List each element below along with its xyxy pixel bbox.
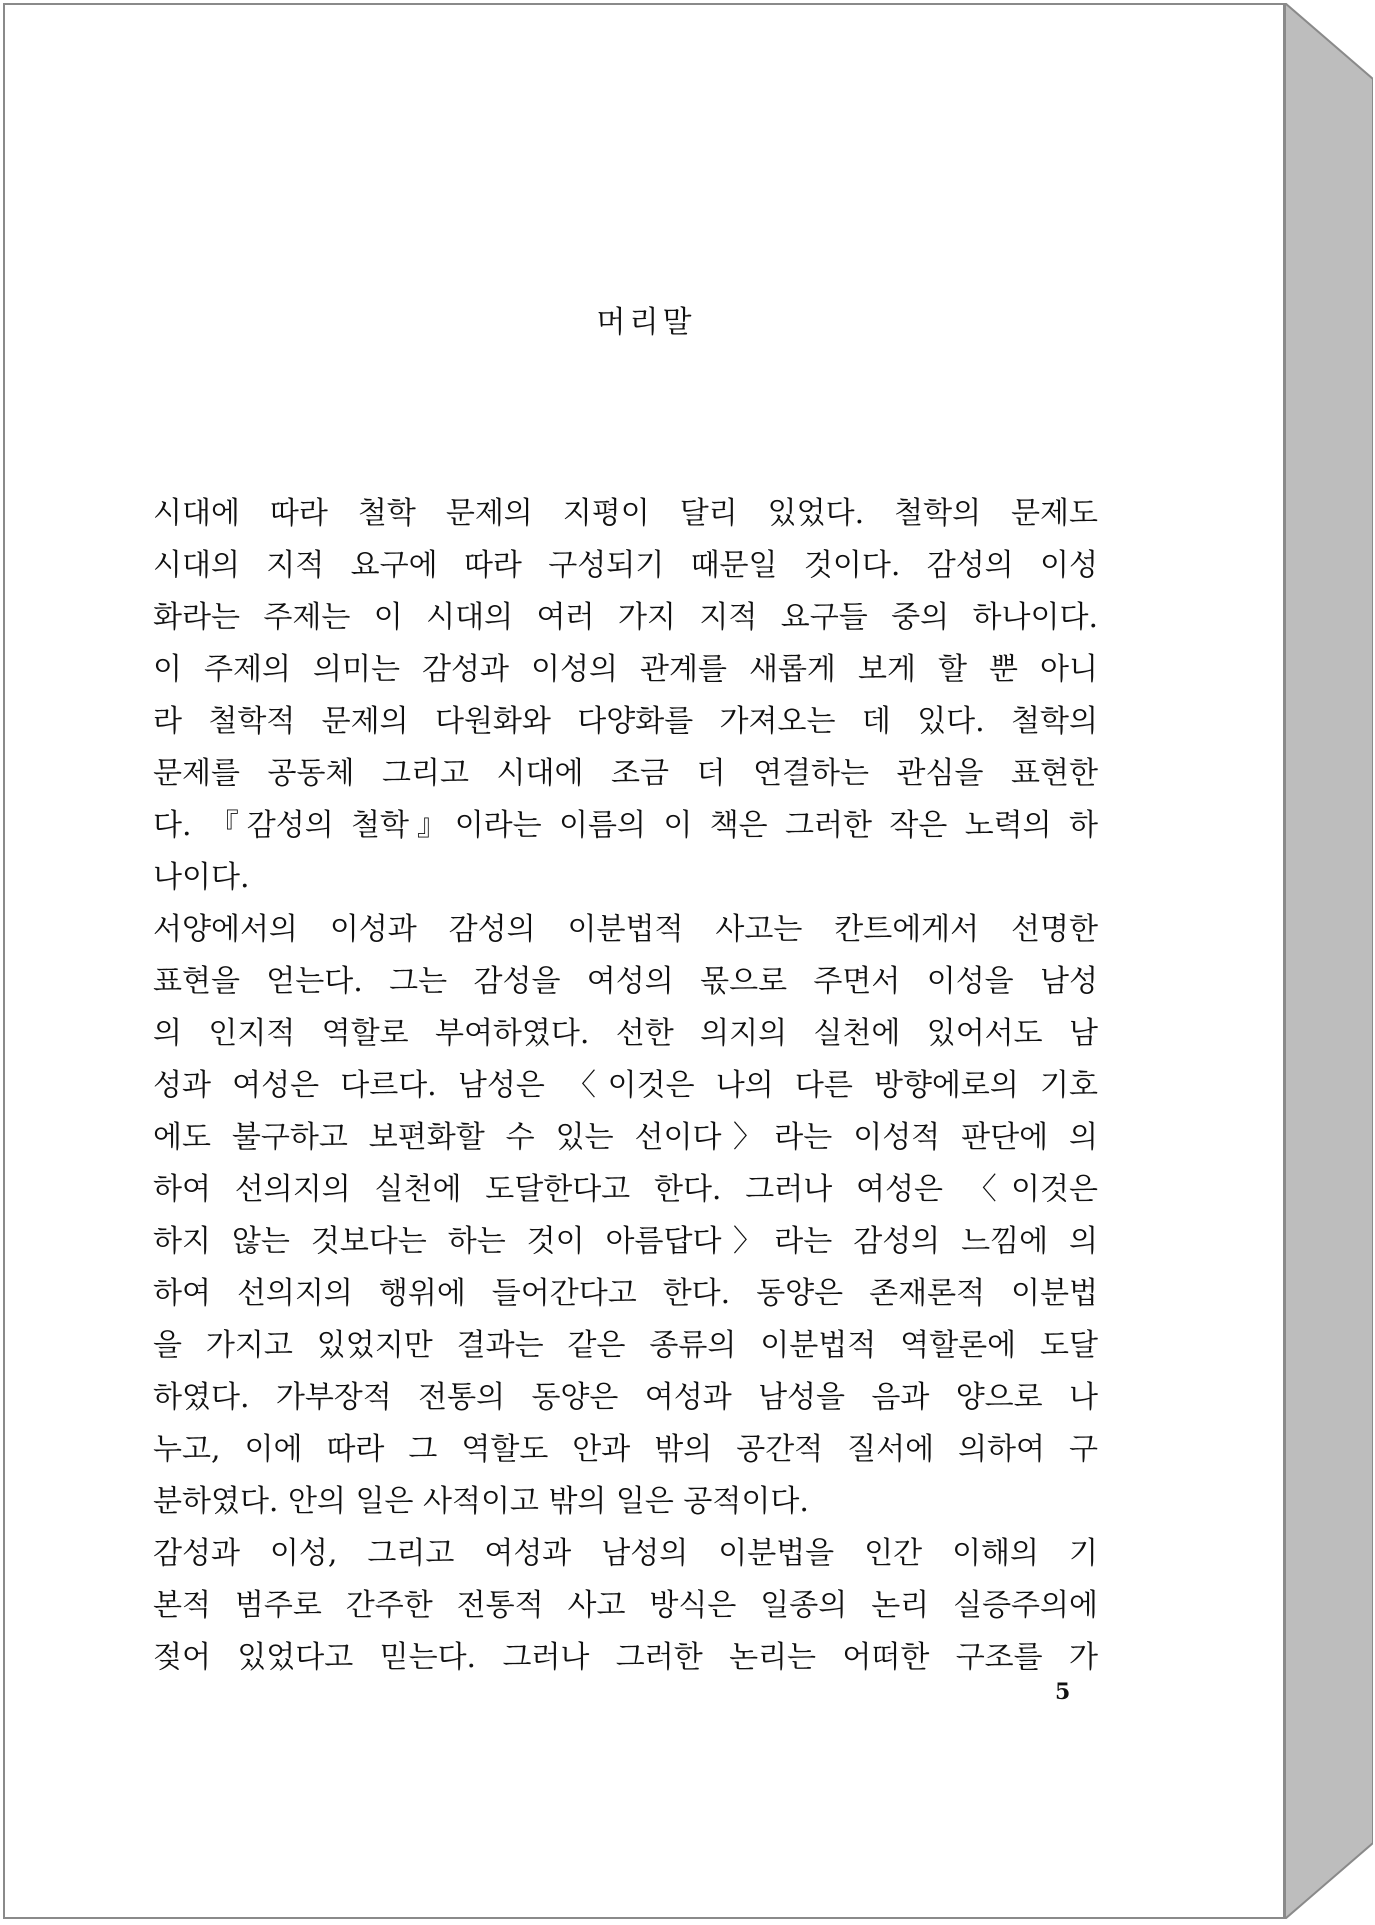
text-line: 하여 선의지의 실천에 도달한다고 한다. 그러나 여성은 〈이것은 <box>153 1172 1098 1207</box>
text-line: 표현을 얻는다. 그는 감성을 여성의 몫으로 주면서 이성을 남성 <box>153 964 1098 999</box>
page-number: 5 <box>1055 1679 1071 1705</box>
book-page <box>3 3 1285 1919</box>
text-line: 하였다. 가부장적 전통의 동양은 여성과 남성을 음과 양으로 나 <box>153 1380 1098 1415</box>
text-line: 이 주제의 의미는 감성과 이성의 관계를 새롭게 보게 할 뿐 아니 <box>153 652 1098 687</box>
text-line: 누고, 이에 따라 그 역할도 안과 밖의 공간적 질서에 의하여 구 <box>153 1432 1098 1467</box>
text-line: 시대의 지적 요구에 따라 구성되기 때문일 것이다. 감성의 이성 <box>153 548 1098 583</box>
text-line: 하지 않는 것보다는 하는 것이 아름답다〉라는 감성의 느낌에 의 <box>153 1224 1098 1259</box>
body-text <box>153 488 1098 1684</box>
text-line: 라 철학적 문제의 다원화와 다양화를 가져오는 데 있다. 철학의 <box>153 704 1098 739</box>
text-line: 에도 불구하고 보편화할 수 있는 선이다〉라는 이성적 판단에 의 <box>153 1120 1098 1155</box>
text-line: 화라는 주제는 이 시대의 여러 가지 지적 요구들 중의 하나이다. <box>153 600 1098 635</box>
text-line: 성과 여성은 다르다. 남성은 〈이것은 나의 다른 방향에로의 기호 <box>153 1068 1098 1103</box>
text-line: 서양에서의 이성과 감성의 이분법적 사고는 칸트에게서 선명한 <box>153 912 1098 947</box>
text-line: 문제를 공동체 그리고 시대에 조금 더 연결하는 관심을 표현한 <box>153 756 1098 791</box>
text-line: 시대에 따라 철학 문제의 지평이 달리 있었다. 철학의 문제도 <box>153 496 1098 531</box>
text-line: 을 가지고 있었지만 결과는 같은 종류의 이분법적 역할론에 도달 <box>153 1328 1098 1363</box>
text-line: 분하였다. 안의 일은 사적이고 밖의 일은 공적이다. <box>153 1484 809 1519</box>
page-title: 머리말 <box>596 305 696 340</box>
text-line: 의 인지적 역할로 부여하였다. 선한 의지의 실천에 있어서도 남 <box>153 1016 1098 1051</box>
text-line: 하여 선의지의 행위에 들어간다고 한다. 동양은 존재론적 이분법 <box>153 1276 1098 1311</box>
text-line: 다. 『감성의 철학』이라는 이름의 이 책은 그러한 작은 노력의 하 <box>153 808 1098 843</box>
text-line: 나이다. <box>153 860 250 895</box>
text-line: 감성과 이성, 그리고 여성과 남성의 이분법을 인간 이해의 기 <box>153 1536 1098 1571</box>
text-line: 젖어 있었다고 믿는다. 그러나 그러한 논리는 어떠한 구조를 가 <box>153 1640 1098 1675</box>
page-stack-edge <box>1285 3 1373 1919</box>
text-line: 본적 범주로 간주한 전통적 사고 방식은 일종의 논리 실증주의에 <box>153 1588 1098 1623</box>
